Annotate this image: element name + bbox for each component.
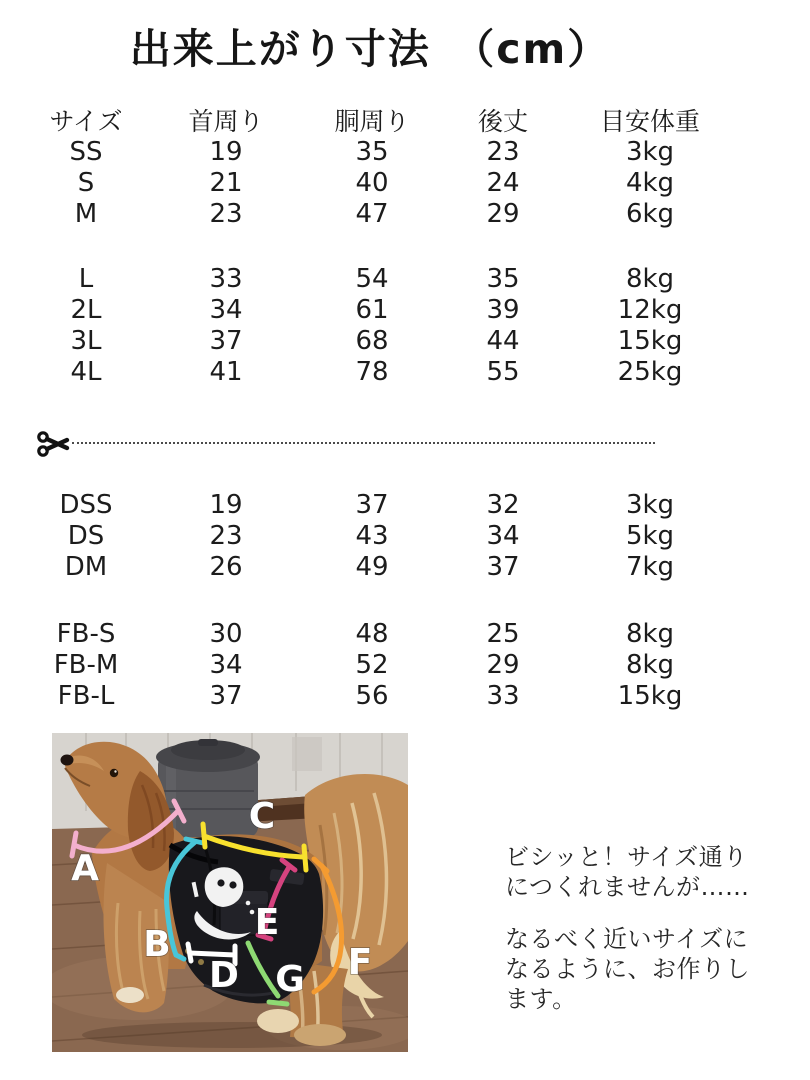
measure-label-a: A: [71, 848, 99, 889]
table-row: [20, 168, 738, 199]
table-cell: 34: [209, 295, 243, 325]
column-header: 目安体重: [599, 107, 700, 136]
table-cell: 29: [486, 650, 520, 680]
table-cell: 41: [209, 357, 243, 387]
size-group: [20, 137, 738, 230]
table-cell: 25: [486, 619, 520, 649]
measure-label-c: C: [248, 796, 276, 837]
table-cell: 15kg: [617, 326, 683, 356]
table-row: [20, 357, 738, 388]
table-cell: 32: [486, 490, 520, 520]
table-cell: 21: [209, 168, 243, 198]
table-header-row: [20, 106, 738, 137]
table-cell: 35: [355, 137, 389, 167]
note-line: ます。: [505, 985, 577, 1013]
table-cell: 54: [355, 264, 389, 294]
cut-divider: [20, 426, 738, 462]
table-cell: 33: [486, 681, 520, 711]
scissors-icon: [36, 428, 70, 460]
table-cell: 4kg: [625, 168, 675, 198]
table-row: [20, 490, 738, 521]
table-cell: 8kg: [625, 264, 675, 294]
table-cell: 34: [486, 521, 520, 551]
table-cell: 55: [486, 357, 520, 387]
note-line: につくれませんが……: [505, 873, 750, 901]
table-cell: 2L: [70, 295, 102, 325]
table-cell: 61: [355, 295, 389, 325]
table-cell: 8kg: [625, 650, 675, 680]
table-cell: SS: [69, 137, 103, 167]
table-cell: 23: [209, 521, 243, 551]
table-cell: 56: [355, 681, 389, 711]
note-line: ビシッと！サイズ通り: [505, 843, 748, 871]
table-cell: 37: [209, 326, 243, 356]
column-header: 胴周り: [334, 107, 410, 136]
note-paragraph-2: [505, 924, 805, 1014]
table-row: [20, 619, 738, 650]
table-cell: 34: [209, 650, 243, 680]
table-cell: 30: [209, 619, 243, 649]
table-cell: 23: [486, 137, 520, 167]
table-cell: 39: [486, 295, 520, 325]
table-cell: 26: [209, 552, 243, 582]
table-section-top: [20, 137, 738, 388]
table-cell: S: [77, 168, 95, 198]
measure-label-b: B: [143, 924, 171, 965]
table-cell: 29: [486, 199, 520, 229]
table-cell: 37: [486, 552, 520, 582]
table-cell: 68: [355, 326, 389, 356]
table-cell: 35: [486, 264, 520, 294]
table-cell: 4L: [70, 357, 102, 387]
cut-line: [72, 442, 655, 444]
table-row: [20, 681, 738, 712]
table-row: [20, 650, 738, 681]
table-cell: 25kg: [617, 357, 683, 387]
table-cell: 6kg: [625, 199, 675, 229]
column-header: 首周り: [188, 107, 264, 136]
table-cell: 78: [355, 357, 389, 387]
table-cell: 15kg: [617, 681, 683, 711]
table-cell: 37: [209, 681, 243, 711]
measure-label-e: E: [254, 902, 280, 943]
table-row: [20, 326, 738, 357]
dog-photo-illustration: [52, 733, 408, 1052]
measure-label-f: F: [347, 942, 373, 983]
table-cell: 12kg: [617, 295, 683, 325]
table-row: [20, 552, 738, 583]
table-row: [20, 295, 738, 326]
table-cell: 5kg: [625, 521, 675, 551]
page-title: 出来上がり寸法 （cm）: [129, 25, 611, 73]
table-cell: DS: [67, 521, 105, 551]
table-cell: FB-M: [53, 650, 119, 680]
table-cell: L: [78, 264, 94, 294]
table-section-bottom: [20, 490, 738, 712]
table-cell: 7kg: [625, 552, 675, 582]
table-cell: DM: [64, 552, 108, 582]
table-cell: M: [74, 199, 98, 229]
notes: [505, 842, 805, 1014]
table-row: [20, 521, 738, 552]
table-cell: 23: [209, 199, 243, 229]
size-group: [20, 490, 738, 583]
table-cell: DSS: [59, 490, 113, 520]
note-paragraph-1: [505, 842, 805, 902]
table-row: [20, 137, 738, 168]
table-row: [20, 199, 738, 230]
size-group: [20, 619, 738, 712]
table-cell: FB-S: [56, 619, 116, 649]
table-cell: 3kg: [625, 137, 675, 167]
column-header: 後丈: [477, 107, 528, 136]
dog-photo: [52, 733, 408, 1052]
table-cell: 47: [355, 199, 389, 229]
column-header: サイズ: [49, 107, 123, 136]
table-row: [20, 264, 738, 295]
table-cell: 24: [486, 168, 520, 198]
table-cell: 40: [355, 168, 389, 198]
note-line: なるべく近いサイズに: [505, 925, 749, 953]
note-line: なるように、お作りし: [505, 955, 750, 983]
table-cell: 49: [355, 552, 389, 582]
table-cell: 48: [355, 619, 389, 649]
table-cell: 52: [355, 650, 389, 680]
table-cell: 33: [209, 264, 243, 294]
table-cell: 3kg: [625, 490, 675, 520]
measure-label-d: D: [209, 955, 239, 996]
size-group: [20, 264, 738, 388]
table-cell: 37: [355, 490, 389, 520]
size-table: [20, 106, 738, 712]
table-cell: 3L: [70, 326, 102, 356]
table-cell: 19: [209, 490, 243, 520]
table-cell: 43: [355, 521, 389, 551]
table-cell: 44: [486, 326, 520, 356]
table-cell: 8kg: [625, 619, 675, 649]
table-cell: FB-L: [57, 681, 115, 711]
measure-label-g: G: [275, 959, 305, 1000]
table-cell: 19: [209, 137, 243, 167]
